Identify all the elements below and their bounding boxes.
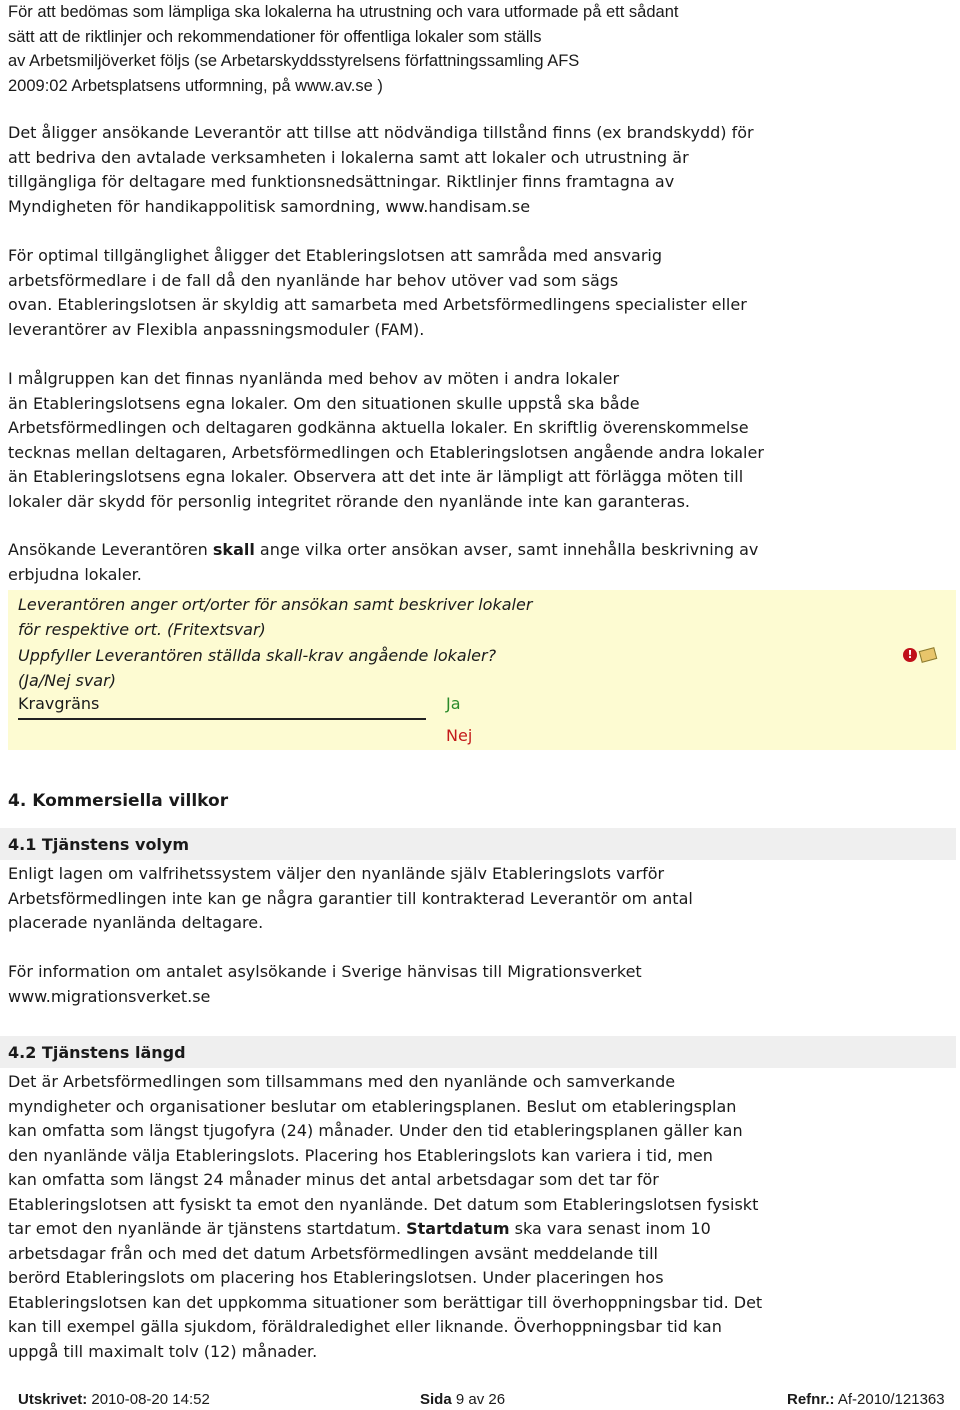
text-line: erbjudna lokaler. [8,564,142,584]
text-line: För optimal tillgänglighet åligger det Etableringslotsen att samråda med ansvarig [8,246,663,265]
volym-paragraph [8,862,953,936]
warning-icon[interactable]: ! [903,648,917,662]
text-line: tecknas mellan deltagaren, Arbetsförmedlingen och Etableringslotsen angående andra lokaler [8,442,764,462]
text-line: kan omfatta som längst 24 månader minus det antal arbetsdagar som det tar för [8,1170,659,1189]
text-line: att bedriva den avtalade verksamheten i lokalerna samt att lokaler och utrustning är [8,147,689,167]
text-line: leverantörer av Flexibla anpassningsmoduler (FAM). [8,319,425,339]
text-line: tillgängliga för deltagare med funktionsnedsättningar. Riktlinjer finns framtagna av [8,172,675,191]
migrationsverket-paragraph [8,960,953,1009]
option-nej[interactable]: Nej [446,726,473,745]
tillganglighet-paragraph [8,244,953,342]
text-line: Arbetsförmedlingen inte kan ge några garantier till kontrakterad Leverantör om antal [8,888,693,908]
text-line: placerade nyanlända deltagare. [8,913,264,932]
question-fritext[interactable] [18,593,532,642]
text-line: kan omfatta som längst tjugofyra (24) månader. Under den tid etableringsplanen gäller kan [8,1121,743,1140]
question-line: Leverantören anger ort/orter för ansökan samt beskriver lokaler [18,595,533,614]
intro-line: av Arbetsmiljöverket följs (se Arbetarskyddsstyrelsens författningssamling AFS [8,52,580,70]
question-line: för respektive ort. (Fritextsvar) [18,619,266,639]
kravgrans-label: Kravgräns [18,694,100,713]
emphasis-startdatum: Startdatum [406,1219,510,1238]
question-line: Uppfyller Leverantören ställda skall-krav angående lokaler? [18,646,497,665]
text-line: arbetsdagar från och med det datum Arbetsförmedlingen avsänt meddelande till [8,1243,658,1263]
question-line: (Ja/Nej svar) [18,670,116,690]
brandskydd-paragraph [8,121,953,219]
text-line: Det åligger ansökande Leverantör att tillse att nödvändiga tillstånd finns (ex brandskydd) för [8,123,754,142]
text-line: Enligt lagen om valfrihetssystem väljer den nyanlände själv Etableringslots varför [8,864,665,883]
text-line: myndigheter och organisationer beslutar om etableringsplanen. Beslut om etableringsplan [8,1096,737,1116]
text-line: I målgruppen kan det finnas nyanlända med behov av möten i andra lokaler [8,369,620,388]
footer-ref [787,1391,945,1408]
text-line: arbetsförmedlare i de fall då den nyanlände har behov utöver vad som sägs [8,270,619,290]
intro-paragraph [8,0,953,98]
text-run: tar emot den nyanlände är tjänstens startdatum. [8,1219,407,1238]
text-line [8,538,953,563]
option-ja[interactable]: Ja [446,694,461,713]
text-line: Arbetsförmedlingen och deltagaren godkänna aktuella lokaler. En skriftlig överenskommelse [8,418,749,437]
text-run: ange vilka orter ansökan avser, samt innehålla beskrivning av [254,540,759,559]
text-line: uppgå till maximalt tolv (12) månader. [8,1341,318,1361]
text-line: lokaler där skydd för personlig integritet rörande den nyanlände inte kan garanteras. [8,491,691,511]
footer-page-label: Sida [420,1391,452,1408]
malgruppen-paragraph [8,367,953,514]
text-line: berörd Etableringslots om placering hos Etableringslotsen. Under placeringen hos [8,1268,664,1287]
footer-ref-value: Af-2010/121363 [834,1391,945,1408]
requirement-icons [903,644,936,663]
footer-page-value: 9 av 26 [451,1391,506,1408]
footer-ref-label: Refnr.: [787,1391,835,1408]
section-heading-4: 4. Kommersiella villkor [8,791,229,811]
intro-line: För att bedömas som lämpliga ska lokalerna ha utrustning och vara utformade på ett sådant [8,3,679,21]
text-line: kan till exempel gälla sjukdom, föräldraledighet eller liknande. Överhoppningsbar tid kan [8,1317,722,1336]
text-line: Myndigheten för handikappolitisk samordning, www.handisam.se [8,196,531,216]
footer-printed [18,1391,210,1408]
text-line [8,1217,953,1242]
link-migrationsverket[interactable]: www.migrationsverket.se [8,986,211,1006]
text-line: än Etableringslotsens egna lokaler. Om den situationen skulle uppstå ska både [8,393,640,413]
langd-paragraph [8,1070,953,1364]
intro-line: sätt att de riktlinjer och rekommendationer för offentliga lokaler som ställs [8,27,542,46]
text-line: ovan. Etableringslotsen är skyldig att samarbeta med Arbetsförmedlingens specialister eller [8,295,747,314]
text-line: Etableringslotsen att fysiskt ta emot den nyanlände. Det datum som Etableringslotsen fysiskt [8,1194,759,1214]
text-run: ska vara senast inom 10 [509,1219,711,1238]
footer-printed-value: 2010-08-20 14:52 [87,1391,210,1408]
text-line: Det är Arbetsförmedlingen som tillsammans med den nyanlände och samverkande [8,1072,676,1091]
footer-printed-label: Utskrivet: [18,1391,88,1408]
kravgrans-underline [18,718,426,720]
ansokande-paragraph [8,538,953,587]
intro-line: 2009:02 Arbetsplatsens utformning, på www.av.se ) [8,76,383,95]
section-heading-4-2: 4.2 Tjänstens längd [0,1036,956,1068]
text-run: Ansökande Leverantören [8,540,213,559]
edit-note-icon[interactable] [919,647,938,663]
text-line: den nyanlände välja Etableringslots. Placering hos Etableringslots kan variera i tid, men [8,1145,713,1165]
section-heading-4-1: 4.1 Tjänstens volym [0,828,956,860]
requirement-box [8,590,956,750]
text-line: För information om antalet asylsökande i Sverige hänvisas till Migrationsverket [8,962,642,981]
text-line: än Etableringslotsens egna lokaler. Observera att det inte är lämpligt att förlägga möten till [8,467,744,486]
footer-page [420,1391,505,1408]
text-line: Etableringslotsen kan det uppkomma situationer som berättigar till överhoppningsbar tid. Det [8,1292,763,1312]
emphasis-skall: skall [212,540,255,559]
question-janej[interactable] [18,644,496,693]
